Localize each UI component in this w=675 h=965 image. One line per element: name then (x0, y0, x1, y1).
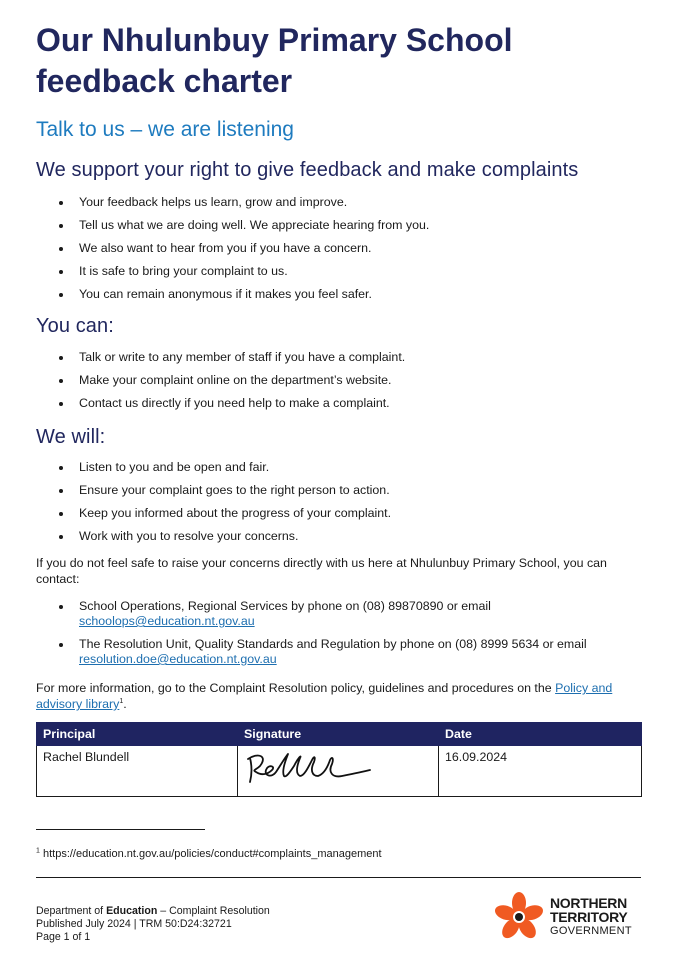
signature-cell (238, 746, 439, 797)
footer-dept-line (36, 905, 270, 918)
we-will-list (36, 460, 646, 544)
header-signature: Signature (238, 723, 439, 746)
email-link-schoolops[interactable]: schoolops@education.nt.gov.au (79, 614, 255, 628)
contact-intro: If you do not feel safe to raise your concerns directly with us here at Nhulunbuy Primary School, you can contact: (36, 556, 607, 586)
footer-dept-prefix: Department of (36, 905, 104, 917)
contact-item (36, 599, 646, 629)
contact-text: The Resolution Unit, Quality Standards and Regulation by phone on (08) 8999 5634 or email (79, 637, 587, 651)
nt-government-logo (492, 889, 644, 947)
principal-name: Rachel Blundell (37, 746, 238, 797)
you-can-list (36, 350, 646, 411)
section-heading-rights: We support your right to give feedback and make complaints (36, 159, 579, 181)
email-link-resolution[interactable]: resolution.doe@education.nt.gov.au (79, 652, 277, 666)
table-row (37, 746, 642, 797)
section-heading-we-will: We will: (36, 426, 106, 448)
footer-page-number: Page 1 of 1 (36, 931, 91, 943)
signature-table (36, 722, 642, 797)
more-info-paragraph (36, 680, 641, 712)
list-item: You can remain anonymous if it makes you feel safer. (36, 287, 646, 302)
section-heading-you-can: You can: (36, 315, 114, 337)
footer-dept-suffix: – Complaint Resolution (160, 905, 270, 917)
subtitle: Talk to us – we are listening (36, 118, 294, 141)
page-title: Our Nhulunbuy Primary School feedback charter (36, 22, 513, 99)
logo-line-3: GOVERNMENT (550, 925, 632, 937)
list-item: Listen to you and be open and fair. (36, 460, 646, 475)
list-item: Work with you to resolve your concerns. (36, 529, 646, 544)
list-item: Tell us what we are doing well. We appreciate hearing from you. (36, 218, 646, 233)
table-header-row (37, 723, 642, 746)
contact-text: School Operations, Regional Services by phone on (08) 89870890 or email (79, 599, 491, 613)
date-cell: 16.09.2024 (439, 746, 642, 797)
list-item: We also want to hear from you if you have a concern. (36, 241, 646, 256)
list-item: Ensure your complaint goes to the right person to action. (36, 483, 646, 498)
more-info-end: . (123, 697, 127, 711)
footer-divider (36, 877, 641, 878)
handwritten-signature-icon (238, 746, 378, 788)
footnote (36, 848, 382, 860)
logo-line-1: NORTHERN (550, 895, 627, 911)
policy-library-link[interactable]: Policy and advisory library (36, 681, 613, 711)
footnote-divider (36, 829, 205, 830)
more-info-text: For more information, go to the Complaint Resolution policy, guidelines and procedures on the (36, 681, 552, 695)
contact-list (36, 599, 646, 667)
nt-flower-logo-icon (492, 889, 548, 945)
list-item: Talk or write to any member of staff if you have a complaint. (36, 350, 646, 365)
footnote-ref: 1 (119, 697, 124, 705)
page-footer (36, 905, 270, 944)
header-date: Date (439, 723, 642, 746)
contact-item (36, 637, 646, 667)
footer-dept-name: Education (106, 905, 158, 917)
logo-line-2: TERRITORY (550, 909, 628, 925)
rights-list (36, 195, 646, 302)
list-item: Make your complaint online on the department’s website. (36, 373, 646, 388)
logo-wordmark (550, 896, 632, 938)
header-principal: Principal (37, 723, 238, 746)
footnote-mark: 1 (36, 847, 40, 855)
list-item: It is safe to bring your complaint to us. (36, 264, 646, 279)
footnote-text: https://education.nt.gov.au/policies/conduct#complaints_management (42, 848, 382, 860)
list-item: Contact us directly if you need help to make a complaint. (36, 396, 646, 411)
footer-published: Published July 2024 | TRM 50:D24:32721 (36, 918, 232, 930)
list-item: Keep you informed about the progress of your complaint. (36, 506, 646, 521)
list-item: Your feedback helps us learn, grow and improve. (36, 195, 646, 210)
